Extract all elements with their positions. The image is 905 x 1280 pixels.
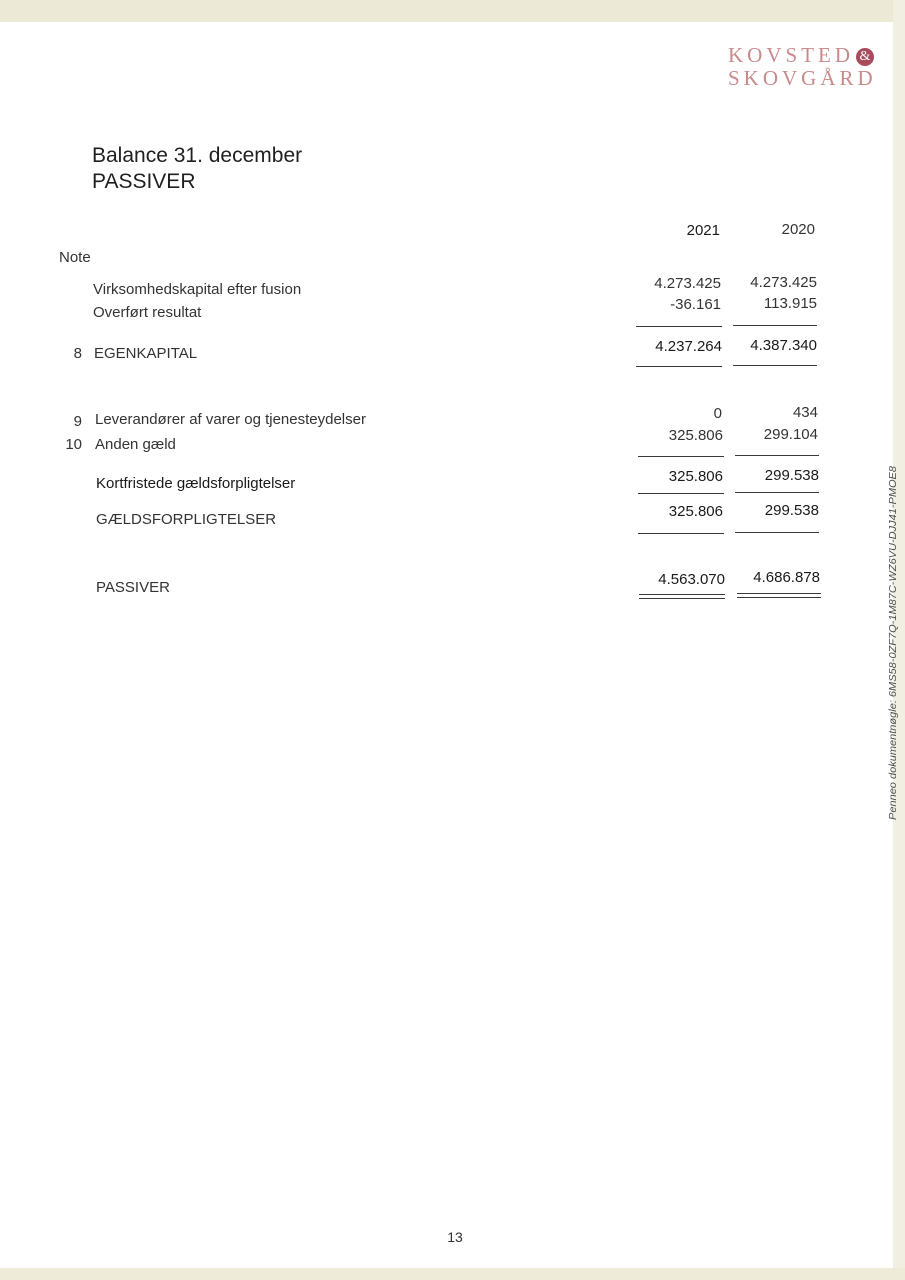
page-top-edge	[0, 0, 905, 22]
value-virksomhedskapital-2020: 4.273.425	[750, 274, 817, 291]
column-header-2020: 2020	[781, 221, 815, 238]
value-gaeldsforpligtelser-2020: 299.538	[764, 502, 819, 519]
total-rule-gaeldsforpligtelser-2021	[638, 533, 724, 534]
page-title	[92, 143, 302, 195]
page-bottom-edge	[0, 1268, 905, 1280]
double-rule-bottom-2021	[639, 598, 725, 599]
subtotal-rule-gaeld-2021	[638, 456, 724, 457]
value-passiver-2021: 4.563.070	[658, 571, 725, 588]
double-rule-top-2021	[639, 594, 725, 595]
title-line1: Balance 31. december	[92, 144, 303, 167]
logo-line2: SKOVGÅRD	[728, 66, 877, 90]
value-egenkapital-2020: 4.387.340	[750, 337, 817, 354]
row-label-leverandoerer: Leverandører af varer og tjenesteydelser	[95, 411, 366, 428]
value-overfoert-2020: 113.915	[763, 295, 817, 312]
value-virksomhedskapital-2021: 4.273.425	[654, 275, 721, 292]
value-passiver-2020: 4.686.878	[753, 569, 820, 586]
subtotal-rule-2021	[636, 326, 722, 327]
row-label-kortfristede-gaeldsforpligtelser: Kortfristede gældsforpligtelser	[96, 475, 296, 492]
subtotal-rule-2020	[733, 325, 817, 326]
row-label-virksomhedskapital: Virksomhedskapital efter fusion	[93, 281, 302, 298]
company-logo	[728, 44, 878, 90]
penneo-watermark-text: Penneo dokumentnøgle: 6MS58-0ZF7Q-1M87C-WZ6VU-DJJ41-PMOE8	[888, 498, 899, 820]
double-rule-bottom-2020	[737, 597, 821, 598]
note-ref-10: 10	[65, 436, 82, 453]
note-ref-8: 8	[73, 345, 82, 362]
value-anden-gaeld-2020: 299.104	[763, 426, 818, 443]
value-overfoert-2021: -36.161	[670, 296, 721, 313]
logo-line1: KOVSTED	[728, 43, 854, 67]
subtotal-rule-kortfristede-2020	[735, 492, 819, 493]
total-rule-gaeldsforpligtelser-2020	[735, 532, 819, 533]
value-leverandoerer-2021: 0	[713, 405, 722, 422]
note-ref-9: 9	[73, 413, 82, 430]
note-column-header: Note	[59, 249, 91, 266]
double-rule-top-2020	[737, 593, 821, 594]
penneo-watermark	[885, 464, 901, 820]
value-gaeldsforpligtelser-2021: 325.806	[668, 503, 723, 520]
row-label-anden-gaeld: Anden gæld	[95, 436, 176, 453]
row-label-overfoert-resultat: Overført resultat	[93, 304, 202, 321]
value-kortfristede-2021: 325.806	[668, 468, 723, 485]
value-leverandoerer-2020: 434	[792, 404, 818, 421]
row-label-egenkapital: EGENKAPITAL	[94, 345, 198, 362]
total-rule-egenkapital-2020	[733, 365, 817, 366]
value-anden-gaeld-2021: 325.806	[668, 427, 723, 444]
row-label-passiver-total: PASSIVER	[96, 579, 170, 596]
value-kortfristede-2020: 299.538	[764, 467, 819, 484]
column-header-2021: 2021	[686, 222, 720, 239]
subtotal-rule-gaeld-2020	[735, 455, 819, 456]
page-number: 13	[447, 1229, 463, 1245]
logo-ampersand-badge: &	[856, 48, 874, 66]
row-label-gaeldsforpligtelser: GÆLDSFORPLIGTELSER	[96, 511, 277, 528]
title-line2: PASSIVER	[92, 170, 196, 193]
value-egenkapital-2021: 4.237.264	[655, 338, 722, 355]
total-rule-egenkapital-2021	[636, 366, 722, 367]
subtotal-rule-kortfristede-2021	[638, 493, 724, 494]
